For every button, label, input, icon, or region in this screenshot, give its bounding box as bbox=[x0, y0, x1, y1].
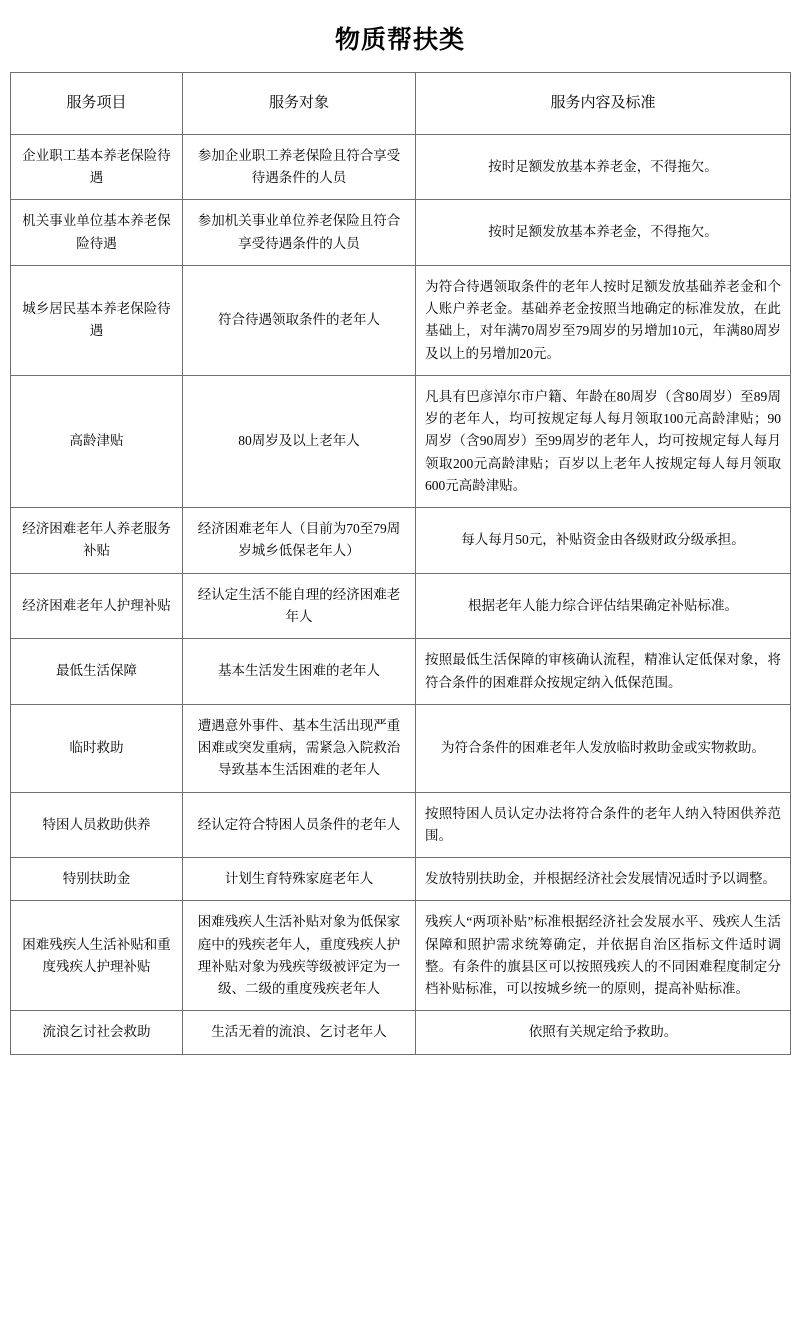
table-row bbox=[11, 901, 791, 1011]
table-row bbox=[11, 573, 791, 639]
cell-service-target: 困难残疾人生活补贴对象为低保家庭中的残疾老年人，重度残疾人护理补贴对象为残疾等级被评定为一级、二级的重度残疾老年人 bbox=[183, 901, 416, 1011]
cell-service-content: 按时足额发放基本养老金，不得拖欠。 bbox=[416, 134, 791, 200]
cell-service-item: 最低生活保障 bbox=[11, 639, 183, 705]
table-row bbox=[11, 134, 791, 200]
table-row bbox=[11, 200, 791, 266]
cell-service-content: 发放特别扶助金，并根据经济社会发展情况适时予以调整。 bbox=[416, 858, 791, 901]
table-row bbox=[11, 508, 791, 574]
cell-service-target: 遭遇意外事件、基本生活出现严重困难或突发重病，需紧急入院救治导致基本生活困难的老年人 bbox=[183, 704, 416, 792]
table-row bbox=[11, 375, 791, 507]
cell-service-item: 城乡居民基本养老保险待遇 bbox=[11, 265, 183, 375]
table-row bbox=[11, 858, 791, 901]
cell-service-item: 特困人员救助供养 bbox=[11, 792, 183, 858]
table-row bbox=[11, 1011, 791, 1054]
page-title: 物质帮扶类 bbox=[334, 26, 465, 54]
cell-service-content: 按照最低生活保障的审核确认流程，精准认定低保对象，将符合条件的困难群众按规定纳入低保范围。 bbox=[416, 639, 791, 705]
cell-service-content: 为符合条件的困难老年人发放临时救助金或实物救助。 bbox=[416, 704, 791, 792]
cell-service-target: 经济困难老年人（目前为70至79周岁城乡低保老年人） bbox=[183, 508, 416, 574]
cell-service-content: 按时足额发放基本养老金，不得拖欠。 bbox=[416, 200, 791, 266]
cell-service-target: 基本生活发生困难的老年人 bbox=[183, 639, 416, 705]
cell-service-target: 参加机关事业单位养老保险且符合享受待遇条件的人员 bbox=[183, 200, 416, 266]
table-row bbox=[11, 704, 791, 792]
cell-service-content: 残疾人“两项补贴”标准根据经济社会发展水平、残疾人生活保障和照护需求统筹确定，并依据自治区指标文件适时调整。有条件的旗县区可以按照残疾人的不同困难程度制定分档补贴标准，可以按城乡统一的原则，提高补贴标准。 bbox=[416, 901, 791, 1011]
cell-service-content: 根据老年人能力综合评估结果确定补贴标准。 bbox=[416, 573, 791, 639]
cell-service-item: 经济困难老年人护理补贴 bbox=[11, 573, 183, 639]
table-row bbox=[11, 265, 791, 375]
cell-service-content: 凡具有巴彦淖尔市户籍、年龄在80周岁（含80周岁）至89周岁的老年人，均可按规定每人每月领取100元高龄津贴；90周岁（含90周岁）至99周岁的老年人，均可按规定每人每月领取200元高龄津贴；百岁以上老年人按规定每人每月领取600元高龄津贴。 bbox=[416, 375, 791, 507]
cell-service-item: 特别扶助金 bbox=[11, 858, 183, 901]
cell-service-target: 计划生育特殊家庭老年人 bbox=[183, 858, 416, 901]
cell-service-item: 流浪乞讨社会救助 bbox=[11, 1011, 183, 1054]
column-header-service-item: 服务项目 bbox=[11, 73, 183, 135]
column-header-service-content: 服务内容及标准 bbox=[416, 73, 791, 135]
cell-service-item: 高龄津贴 bbox=[11, 375, 183, 507]
cell-service-target: 生活无着的流浪、乞讨老年人 bbox=[183, 1011, 416, 1054]
material-assistance-table bbox=[10, 72, 791, 1055]
cell-service-item: 经济困难老年人养老服务补贴 bbox=[11, 508, 183, 574]
table-body bbox=[11, 134, 791, 1054]
cell-service-content: 按照特困人员认定办法将符合条件的老年人纳入特困供养范围。 bbox=[416, 792, 791, 858]
cell-service-item: 企业职工基本养老保险待遇 bbox=[11, 134, 183, 200]
cell-service-target: 80周岁及以上老年人 bbox=[183, 375, 416, 507]
cell-service-item: 困难残疾人生活补贴和重度残疾人护理补贴 bbox=[11, 901, 183, 1011]
table-header bbox=[11, 73, 791, 135]
cell-service-content: 依照有关规定给予救助。 bbox=[416, 1011, 791, 1054]
cell-service-content: 为符合待遇领取条件的老年人按时足额发放基础养老金和个人账户养老金。基础养老金按照当地确定的标准发放，在此基础上，对年满70周岁至79周岁的另增加10元，年满80周岁及以上的另增加20元。 bbox=[416, 265, 791, 375]
cell-service-target: 经认定生活不能自理的经济困难老年人 bbox=[183, 573, 416, 639]
table-header-row bbox=[11, 73, 791, 135]
column-header-service-target: 服务对象 bbox=[183, 73, 416, 135]
cell-service-content: 每人每月50元，补贴资金由各级财政分级承担。 bbox=[416, 508, 791, 574]
cell-service-target: 参加企业职工养老保险且符合享受待遇条件的人员 bbox=[183, 134, 416, 200]
cell-service-target: 符合待遇领取条件的老年人 bbox=[183, 265, 416, 375]
cell-service-item: 机关事业单位基本养老保险待遇 bbox=[11, 200, 183, 266]
table-row bbox=[11, 639, 791, 705]
cell-service-item: 临时救助 bbox=[11, 704, 183, 792]
cell-service-target: 经认定符合特困人员条件的老年人 bbox=[183, 792, 416, 858]
table-row bbox=[11, 792, 791, 858]
